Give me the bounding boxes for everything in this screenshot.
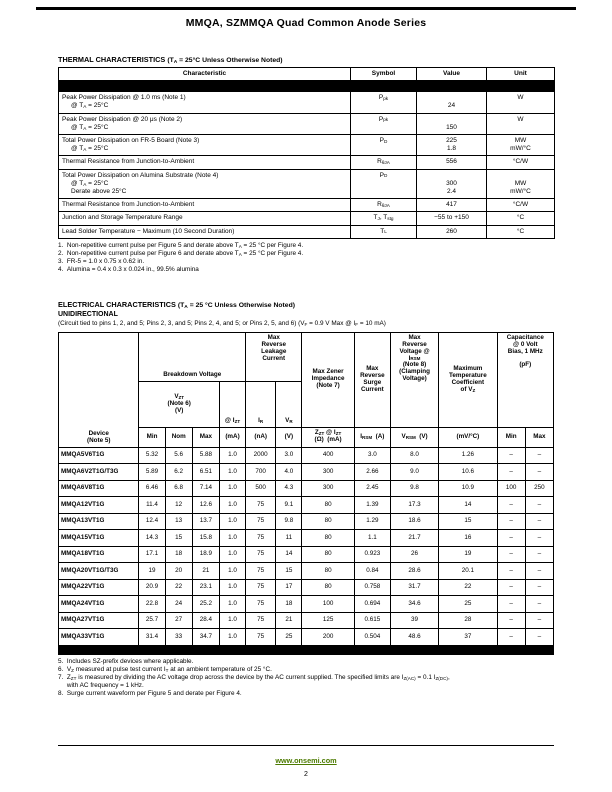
spec-value-cell: 21: [276, 612, 302, 629]
thermal-heading-text: THERMAL CHARACTERISTICS: [58, 55, 166, 64]
thermal-row: [59, 135, 555, 156]
electrical-row: [59, 447, 554, 464]
thermal-unit-cell: W: [487, 113, 555, 134]
thermal-col-value: Value: [417, 68, 487, 81]
thermal-symbol-cell: $P_D$: [351, 135, 417, 156]
spec-value-cell: 200: [302, 629, 354, 646]
spec-value-cell: 25.7: [139, 612, 165, 629]
spec-value-cell: 5.32: [139, 447, 165, 464]
device-name-cell: MMQA6V8T1G: [59, 480, 139, 497]
spec-value-cell: –: [497, 612, 525, 629]
spec-value-cell: 15: [165, 530, 192, 547]
circuit-condition-note: (Circuit tied to pins 1, 2, and 5; Pins 2, 3, and 5; Pins 2, 4, and 5; or Pins 2, 5, and 6) ($V_F = 0.9$ V Max @ $I_F = 10$ mA): [58, 319, 386, 327]
spec-value-cell: –: [525, 563, 553, 580]
note-line: 2. Non-repetitive current pulse per Figure 6 and derate above $T_A = 25$ °C per Figure 4.: [58, 249, 304, 257]
electrical-row: [59, 546, 554, 563]
col-header-max: Max: [192, 427, 219, 447]
thermal-value-cell: 300 2.4: [417, 169, 487, 199]
device-name-cell: MMQA5V6T1G: [59, 447, 139, 464]
note-line: 6. $V_Z$ measured at pulse test current $I_T$ at an ambient temperature of 25 °C.: [58, 665, 272, 673]
col-header-vzt: $V_{ZT}$ (Note 6) (V): [139, 381, 219, 427]
thermal-value-cell: 150: [417, 113, 487, 134]
electrical-row: [59, 629, 554, 646]
unidirectional-label: UNIDIRECTIONAL: [58, 310, 118, 318]
spec-value-cell: 75: [246, 629, 276, 646]
spec-value-cell: 0.758: [354, 579, 390, 596]
spec-value-cell: 2.45: [354, 480, 390, 497]
col-header-vrsm-unit: $V_{RSM}$ (V): [390, 427, 438, 447]
spec-value-cell: 3.0: [276, 447, 302, 464]
col-header-max-zener-impedance: Max Zener Impedance (Note 7): [302, 332, 354, 427]
thermal-header-row: [59, 68, 555, 81]
spec-value-cell: 80: [302, 497, 354, 514]
thermal-unit-cell: °C/W: [487, 156, 555, 169]
electrical-row: [59, 563, 554, 580]
thermal-symbol-cell: $P_{pk}$: [351, 113, 417, 134]
spec-value-cell: 3.0: [354, 447, 390, 464]
spec-value-cell: 0.615: [354, 612, 390, 629]
spec-value-cell: 14.3: [139, 530, 165, 547]
spec-value-cell: 6.51: [192, 464, 219, 481]
thermal-value-cell: −55 to +150: [417, 212, 487, 225]
col-header-ir-unit: (nA): [246, 427, 276, 447]
spec-value-cell: 20: [165, 563, 192, 580]
spec-value-cell: 17: [276, 579, 302, 596]
page-content: [0, 55, 612, 698]
spec-value-cell: –: [525, 530, 553, 547]
thermal-unit-cell: °C/W: [487, 199, 555, 212]
spec-value-cell: 80: [302, 579, 354, 596]
spec-value-cell: 1.39: [354, 497, 390, 514]
thermal-black-band: [59, 81, 555, 92]
spec-value-cell: 1.26: [439, 447, 497, 464]
electrical-notes: [58, 658, 554, 698]
electrical-row: [59, 596, 554, 613]
spec-value-cell: 16: [439, 530, 497, 547]
electrical-row: [59, 480, 554, 497]
spec-value-cell: 28: [439, 612, 497, 629]
spec-value-cell: –: [525, 612, 553, 629]
thermal-value-cell: 260: [417, 225, 487, 238]
spec-value-cell: 75: [246, 612, 276, 629]
spec-value-cell: 27: [165, 612, 192, 629]
thermal-notes: [58, 242, 554, 274]
spec-value-cell: –: [497, 464, 525, 481]
spec-value-cell: 75: [246, 513, 276, 530]
device-name-cell: MMQA27VT1G: [59, 612, 139, 629]
thermal-char-cell: Thermal Resistance from Junction-to-Ambient: [59, 199, 351, 212]
spec-value-cell: 13: [165, 513, 192, 530]
thermal-value-cell: 24: [417, 92, 487, 113]
thermal-section-heading: [58, 55, 554, 64]
thermal-symbol-cell: $R_{\theta JA}$: [351, 156, 417, 169]
thermal-row: [59, 225, 555, 238]
spec-value-cell: 10.9: [439, 480, 497, 497]
spec-value-cell: 5.88: [192, 447, 219, 464]
spec-value-cell: –: [497, 497, 525, 514]
thermal-symbol-cell: $P_{pk}$: [351, 92, 417, 113]
spec-value-cell: 1.0: [219, 563, 245, 580]
col-header-nom: Nom: [165, 427, 192, 447]
thermal-row: [59, 169, 555, 199]
spec-value-cell: 1.0: [219, 530, 245, 547]
spec-value-cell: –: [525, 513, 553, 530]
spec-value-cell: 20.9: [139, 579, 165, 596]
thermal-characteristics-table: [58, 67, 555, 239]
spec-value-cell: 25: [276, 629, 302, 646]
thermal-symbol-cell: $T_L$: [351, 225, 417, 238]
spec-value-cell: 22.8: [139, 596, 165, 613]
note-line: 8. Surge current waveform per Figure 5 and derate per Figure 4.: [58, 689, 242, 697]
spec-value-cell: 1.0: [219, 497, 245, 514]
spec-value-cell: 300: [302, 480, 354, 497]
thermal-value-cell: 417: [417, 199, 487, 212]
thermal-row: [59, 212, 555, 225]
spec-value-cell: 1.0: [219, 546, 245, 563]
spec-value-cell: 100: [302, 596, 354, 613]
page-footer: [58, 745, 554, 778]
thermal-row: [59, 199, 555, 212]
spec-value-cell: 14: [276, 546, 302, 563]
spec-value-cell: 18: [165, 546, 192, 563]
spec-value-cell: 1.0: [219, 579, 245, 596]
electrical-row: [59, 530, 554, 547]
spec-value-cell: 80: [302, 513, 354, 530]
spec-value-cell: 31.7: [390, 579, 438, 596]
spec-value-cell: 80: [302, 563, 354, 580]
col-group-breakdown-voltage: Breakdown Voltage: [139, 332, 246, 381]
spec-value-cell: 33: [165, 629, 192, 646]
spec-value-cell: 4.0: [276, 464, 302, 481]
spec-value-cell: 17.1: [139, 546, 165, 563]
spec-value-cell: 6.8: [165, 480, 192, 497]
spec-value-cell: 300: [302, 464, 354, 481]
thermal-symbol-cell: $R_{\theta JA}$: [351, 199, 417, 212]
device-name-cell: MMQA15VT1G: [59, 530, 139, 547]
thermal-unit-cell: MW mW/°C: [487, 135, 555, 156]
note-line: 5. Includes SZ-prefix devices where applicable.: [58, 657, 194, 665]
spec-value-cell: –: [525, 596, 553, 613]
spec-value-cell: 13.7: [192, 513, 219, 530]
spec-value-cell: 75: [246, 596, 276, 613]
thermal-row: [59, 92, 555, 113]
thermal-char-cell: Junction and Storage Temperature Range: [59, 212, 351, 225]
electrical-row: [59, 579, 554, 596]
col-group-capacitance: Capacitance @ 0 Volt Bias, 1 MHz (pF): [497, 332, 553, 427]
thermal-row: [59, 156, 555, 169]
spec-value-cell: –: [525, 497, 553, 514]
col-header-temperature-coefficient: Maximum Temperature Coefficient of $V_Z$: [439, 332, 497, 427]
spec-value-cell: 34.6: [390, 596, 438, 613]
spec-value-cell: 0.694: [354, 596, 390, 613]
spec-value-cell: 15: [439, 513, 497, 530]
thermal-char-cell: Thermal Resistance from Junction-to-Ambient: [59, 156, 351, 169]
electrical-section-heading: [58, 300, 554, 309]
col-group-max-reverse-leakage-current: Max Reverse Leakage Current: [246, 332, 302, 381]
top-rule: [36, 7, 576, 10]
spec-value-cell: 75: [246, 530, 276, 547]
spec-value-cell: 12: [165, 497, 192, 514]
spec-value-cell: –: [497, 563, 525, 580]
device-name-cell: MMQA20VT1G/T3G: [59, 563, 139, 580]
spec-value-cell: 6.2: [165, 464, 192, 481]
spec-value-cell: –: [525, 629, 553, 646]
spec-value-cell: 9.1: [276, 497, 302, 514]
spec-value-cell: 75: [246, 497, 276, 514]
page-title: MMQA, SZMMQA Quad Common Anode Series: [185, 17, 427, 29]
spec-value-cell: 0.923: [354, 546, 390, 563]
spec-value-cell: 20.1: [439, 563, 497, 580]
spec-value-cell: 9.8: [276, 513, 302, 530]
spec-value-cell: 18: [276, 596, 302, 613]
spec-value-cell: 12.6: [192, 497, 219, 514]
spec-value-cell: –: [525, 447, 553, 464]
spec-value-cell: 4.3: [276, 480, 302, 497]
thermal-char-cell: Peak Power Dissipation @ 20 μs (Note 2) @ $T_A = 25^\circ C$: [59, 113, 351, 134]
device-name-cell: MMQA33VT1G: [59, 629, 139, 646]
thermal-char-cell: Total Power Dissipation on Alumina Substrate (Note 4) @ $T_A = 25^\circ C$ Derate above 25°C: [59, 169, 351, 199]
spec-value-cell: 39: [390, 612, 438, 629]
device-name-cell: MMQA18VT1G: [59, 546, 139, 563]
thermal-symbol-cell: $P_D$: [351, 169, 417, 199]
spec-value-cell: 15: [276, 563, 302, 580]
spec-value-cell: 11.4: [139, 497, 165, 514]
spec-value-cell: 19: [139, 563, 165, 580]
thermal-unit-cell: °C: [487, 212, 555, 225]
note-line: 3. FR-5 = 1.0 x 0.75 x 0.62 in.: [58, 257, 145, 265]
col-header-max-reverse-surge-current: Max Reverse Surge Current: [354, 332, 390, 427]
spec-value-cell: 48.6: [390, 629, 438, 646]
onsemi-link[interactable]: www.onsemi.com: [275, 756, 337, 765]
spec-value-cell: 21: [192, 563, 219, 580]
col-header-min: Min: [139, 427, 165, 447]
spec-value-cell: 10.6: [439, 464, 497, 481]
electrical-table-body: [59, 447, 554, 645]
col-header-vr-unit: (V): [276, 427, 302, 447]
thermal-col-unit: Unit: [487, 68, 555, 81]
col-header-at-izt: @ $I_{ZT}$: [219, 381, 245, 427]
electrical-row: [59, 497, 554, 514]
spec-value-cell: 6.46: [139, 480, 165, 497]
note-line: 4. Alumina = 0.4 x 0.3 x 0.024 in., 99.5% alumina: [58, 265, 199, 273]
spec-value-cell: 1.29: [354, 513, 390, 530]
spec-value-cell: 75: [246, 579, 276, 596]
device-name-cell: MMQA22VT1G: [59, 579, 139, 596]
spec-value-cell: 34.7: [192, 629, 219, 646]
spec-value-cell: 25: [439, 596, 497, 613]
spec-value-cell: 9.8: [390, 480, 438, 497]
thermal-char-cell: Total Power Dissipation on FR-5 Board (Note 3) @ $T_A = 25^\circ C$: [59, 135, 351, 156]
spec-value-cell: –: [497, 513, 525, 530]
col-header-zzt-unit: $Z_{ZT}$ @ $I_{ZT}$ (Ω) (mA): [302, 427, 354, 447]
spec-value-cell: 80: [302, 530, 354, 547]
thermal-symbol-cell: $T_J$, $T_{stg}$: [351, 212, 417, 225]
spec-value-cell: 1.0: [219, 480, 245, 497]
note-line: 7. $Z_{ZT}$ is measured by dividing the AC voltage drop across the device by the AC current supplied. The specified limits are $I_{Z(AC)} = 0.1$ $I_{Z(DC)}$, with AC frequency = 1 kHz.: [58, 673, 450, 689]
spec-value-cell: 18.9: [192, 546, 219, 563]
spec-value-cell: –: [497, 579, 525, 596]
spec-value-cell: 1.0: [219, 629, 245, 646]
thermal-unit-cell: °C: [487, 225, 555, 238]
col-header-irsm-unit: $I_{RSM}$ (A): [354, 427, 390, 447]
device-name-cell: MMQA12VT1G: [59, 497, 139, 514]
spec-value-cell: –: [497, 546, 525, 563]
spec-value-cell: 11: [276, 530, 302, 547]
col-header-cap-min: Min: [497, 427, 525, 447]
thermal-row: [59, 113, 555, 134]
spec-value-cell: 100: [497, 480, 525, 497]
thermal-unit-cell: W: [487, 92, 555, 113]
spec-value-cell: 31.4: [139, 629, 165, 646]
spec-value-cell: 1.0: [219, 513, 245, 530]
thermal-col-characteristic: Characteristic: [59, 68, 351, 81]
spec-value-cell: –: [497, 629, 525, 646]
col-header-mv-unit: (mV/°C): [439, 427, 497, 447]
device-name-cell: MMQA13VT1G: [59, 513, 139, 530]
thermal-char-cell: Peak Power Dissipation @ 1.0 ms (Note 1) @ $T_A = 25^\circ C$: [59, 92, 351, 113]
spec-value-cell: 2000: [246, 447, 276, 464]
spec-value-cell: 1.0: [219, 464, 245, 481]
device-name-cell: MMQA6V2T1G/T3G: [59, 464, 139, 481]
spec-value-cell: –: [497, 447, 525, 464]
spec-value-cell: 21.7: [390, 530, 438, 547]
spec-value-cell: 17.3: [390, 497, 438, 514]
spec-value-cell: 23.1: [192, 579, 219, 596]
spec-value-cell: 26: [390, 546, 438, 563]
spec-value-cell: 18.6: [390, 513, 438, 530]
spec-value-cell: 12.4: [139, 513, 165, 530]
spec-value-cell: 8.0: [390, 447, 438, 464]
spec-value-cell: 125: [302, 612, 354, 629]
spec-value-cell: 400: [302, 447, 354, 464]
electrical-heading-text: ELECTRICAL CHARACTERISTICS: [58, 299, 176, 309]
spec-value-cell: 22: [165, 579, 192, 596]
spec-value-cell: 5.6: [165, 447, 192, 464]
col-header-device: Device (Note 5): [59, 332, 139, 447]
spec-value-cell: –: [525, 464, 553, 481]
spec-value-cell: 25.2: [192, 596, 219, 613]
spec-value-cell: 15.8: [192, 530, 219, 547]
col-header-vr: $V_R$: [276, 381, 302, 427]
spec-value-cell: 1.1: [354, 530, 390, 547]
page-number: 2: [304, 771, 308, 778]
thermal-unit-cell: MW mW/°C: [487, 169, 555, 199]
thermal-value-cell: 225 1.8: [417, 135, 487, 156]
electrical-black-band: [59, 645, 554, 654]
spec-value-cell: 700: [246, 464, 276, 481]
spec-value-cell: –: [497, 596, 525, 613]
col-header-izt-unit: (mA): [219, 427, 245, 447]
device-name-cell: MMQA24VT1G: [59, 596, 139, 613]
spec-value-cell: 14: [439, 497, 497, 514]
spec-value-cell: 80: [302, 546, 354, 563]
thermal-col-symbol: Symbol: [351, 68, 417, 81]
spec-value-cell: 1.0: [219, 596, 245, 613]
spec-value-cell: 7.14: [192, 480, 219, 497]
spec-value-cell: 250: [525, 480, 553, 497]
spec-value-cell: 500: [246, 480, 276, 497]
spec-value-cell: 2.66: [354, 464, 390, 481]
spec-value-cell: 1.0: [219, 447, 245, 464]
spec-value-cell: 28.4: [192, 612, 219, 629]
thermal-value-cell: 556: [417, 156, 487, 169]
electrical-heading-condition: ($T_A = 25$ °C Unless Otherwise Noted): [177, 301, 295, 310]
spec-value-cell: –: [525, 579, 553, 596]
note-line: 1. Non-repetitive current pulse per Figure 5 and derate above $T_A = 25$ °C per Figure 4.: [58, 241, 304, 249]
spec-value-cell: 28.6: [390, 563, 438, 580]
spec-value-cell: 24: [165, 596, 192, 613]
electrical-row: [59, 513, 554, 530]
spec-value-cell: 75: [246, 563, 276, 580]
spec-value-cell: –: [525, 546, 553, 563]
spec-value-cell: 75: [246, 546, 276, 563]
electrical-header-row-1: [59, 332, 554, 381]
spec-value-cell: 37: [439, 629, 497, 646]
col-header-max-reverse-voltage: Max Reverse Voltage @ $I_{RSM}$ (Note 8) (Clamping Voltage): [390, 332, 438, 427]
spec-value-cell: 9.0: [390, 464, 438, 481]
col-header-cap-max: Max: [525, 427, 553, 447]
spec-value-cell: 1.0: [219, 612, 245, 629]
spec-value-cell: –: [497, 530, 525, 547]
thermal-heading-condition: ($T_A = 25^\circ C$ Unless Otherwise Noted): [167, 57, 283, 65]
thermal-char-cell: Lead Solder Temperature − Maximum (10 Second Duration): [59, 225, 351, 238]
electrical-row: [59, 612, 554, 629]
electrical-row: [59, 464, 554, 481]
spec-value-cell: 19: [439, 546, 497, 563]
spec-value-cell: 0.84: [354, 563, 390, 580]
electrical-characteristics-table: [58, 332, 554, 655]
footer-rule: [58, 745, 554, 746]
thermal-table-body: [59, 92, 555, 239]
col-header-ir: $I_R$: [246, 381, 276, 427]
spec-value-cell: 22: [439, 579, 497, 596]
spec-value-cell: 5.89: [139, 464, 165, 481]
spec-value-cell: 0.504: [354, 629, 390, 646]
